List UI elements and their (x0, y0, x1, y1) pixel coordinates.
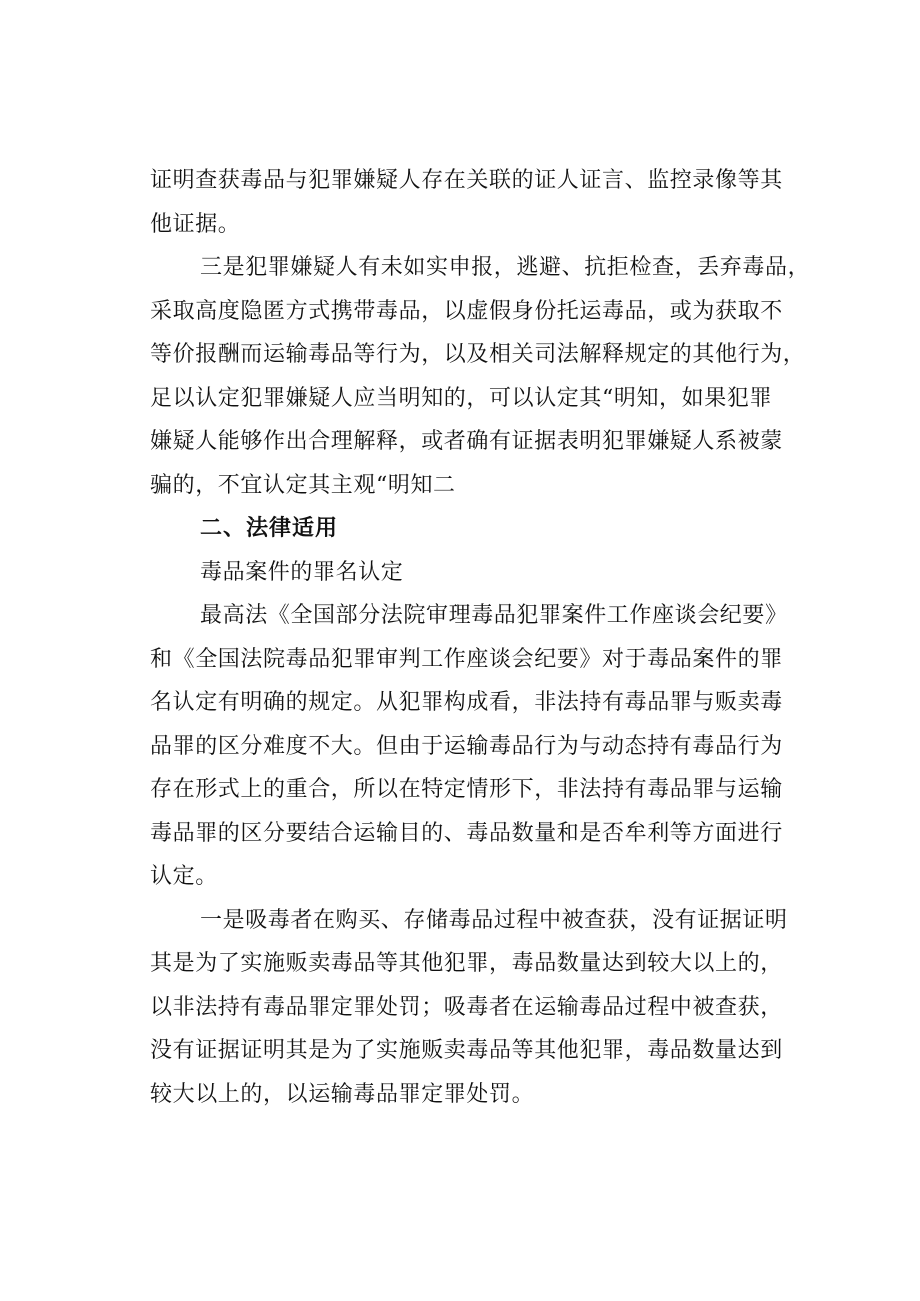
text-line: 名认定有明确的规定。从犯罪构成看，非法持有毒品罪与贩卖毒 (150, 690, 783, 715)
text-line: 证明查获毒品与犯罪嫌疑人存在关联的证人证言、监控录像等其 (150, 168, 783, 193)
subheading: 毒品案件的罪名认定 (200, 559, 404, 585)
paragraph-first-point (150, 899, 810, 1117)
paragraph-legal-basis (150, 594, 810, 899)
section-heading: 二、法律适用 (200, 516, 339, 541)
text-line: 其是为了实施贩卖毒品等其他犯罪，毒品数量达到较大以上的， (150, 951, 783, 976)
text-line: 最高法《全国部分法院审理毒品犯罪案件工作座谈会纪要》 (200, 603, 788, 628)
text-line: 和《全国法院毒品犯罪审判工作座谈会纪要》对于毒品案件的罪 (150, 646, 783, 672)
document-body (150, 159, 810, 1116)
text-line: 一是吸毒者在购买、存储毒品过程中被查获，没有证据证明 (200, 907, 788, 933)
text-line: 他证据。 (150, 211, 241, 237)
text-line: 等价报酬而运输毒品等行为，以及相关司法解释规定的其他行为， (150, 342, 806, 367)
text-line: 采取高度隐匿方式携带毒品，以虚假身份托运毒品，或为获取不 (150, 298, 783, 324)
text-line: 认定。 (150, 864, 218, 889)
paragraph-evidence-continuation (150, 159, 810, 246)
text-line: 品罪的区分难度不大。但由于运输毒品行为与动态持有毒品行为 (150, 733, 783, 759)
text-line: 嫌疑人能够作出合理解释，或者确有证据表明犯罪嫌疑人系被蒙 (150, 429, 783, 454)
text-line: 没有证据证明其是为了实施贩卖毒品等其他犯罪，毒品数量达到 (150, 1038, 783, 1063)
paragraph-third-point (150, 246, 810, 507)
text-line: 较大以上的，以运输毒品罪定罪处罚。 (150, 1081, 535, 1107)
text-line: 以非法持有毒品罪定罪处罚；吸毒者在运输毒品过程中被查获， (150, 994, 783, 1020)
text-line: 存在形式上的重合，所以在特定情形下，非法持有毒品罪与运输 (150, 777, 783, 802)
text-line: 足以认定犯罪嫌疑人应当明知的，可以认定其“明知，如果犯罪 (150, 385, 773, 411)
text-line: 三是犯罪嫌疑人有未如实申报，逃避、抗拒检查，丢弃毒品， (200, 255, 811, 280)
text-line: 毒品罪的区分要结合运输目的、毒品数量和是否牟利等方面进行 (150, 820, 783, 846)
text-line: 骗的，不宜认定其主观“明知二 (150, 472, 456, 498)
